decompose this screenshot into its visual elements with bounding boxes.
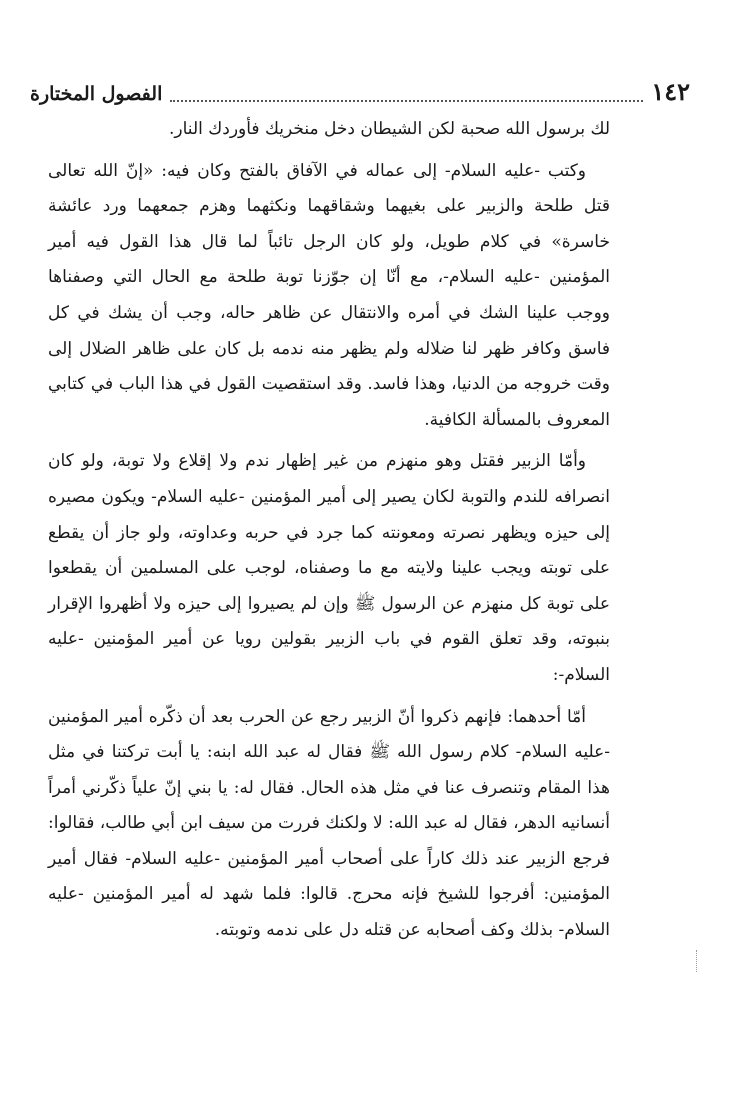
body-text [48, 112, 610, 955]
paragraph: وكتب -عليه السلام- إلى عماله في الآفاق بالفتح وكان فيه: «إنّ الله تعالى قتل طلحة والزبير على بغيهما وشقاقهما ونكثهما وهزم جمعهما ورد عائشة خاسرة» في كلام طويل، ولو كان الرجل تائباً لما قال هذا القول فيه أمير المؤمنين -عليه السلام-، مع أنّا إن جوّزنا توبة طلحة مع الحال التي وصفناها ووجب علينا الشك في أمره والانتقال عن ظاهر حاله، وجب أن يشك في كل فاسق وكافر ظهر لنا ضلاله ولم يظهر منه ندمه بل كان على ظاهر الضلال إلى وقت خروجه من الدنيا، وهذا فاسد. وقد استقصيت القول في هذا الباب في كتابي المعروف بالمسألة الكافية. [48, 160, 610, 430]
page-header [30, 72, 690, 108]
page-number: ١٤٢ [651, 77, 690, 106]
paragraph: وأمّا الزبير فقتل وهو منهزم من غير إظهار ندم ولا إقلاع ولا توبة، ولو كان انصرافه للندم والتوبة لكان يصير إلى أمير المؤمنين -عليه السلام- ويكون مصيره إلى حيزه ويظهر نصرته ومعونته كما جرد في حربه وعداوته، ولو جاز أن يقطع على توبته ويجب علينا ولايته مع ما وصفناه، لوجب على المسلمين أن يقطعوا على توبة كل منهزم عن الرسول ﷺ وإن لم يصيروا إلى حيزه ولا أظهروا الإقرار بنبوته، وقد تعلق القوم في باب الزبير بقولين رويا عن أمير المؤمنين -عليه السلام-: [48, 451, 610, 685]
header-leader-dots [170, 99, 643, 102]
paragraph: أمّا أحدهما: فإنهم ذكروا أنّ الزبير رجع عن الحرب بعد أن ذكّره أمير المؤمنين -عليه السلام- كلام رسول الله ﷺ فقال له عبد الله ابنه: يا أبت تركتنا في مثل هذا المقام وتنصرف عنا في مثل هذه الحال. فقال له: يا بني إنّ علياً ذكّرني أمراً أنسانيه الدهر، فقال له عبد الله: لا ولكنك فررت من سيف ابن أبي طالب، فقالوا: فرجع الزبير عند ذلك كاراً على أصحاب أمير المؤمنين -عليه السلام- فقال أمير المؤمنين: أفرجوا للشيخ فإنه محرج. قالوا: فلما شهد له أمير المؤمنين -عليه السلام- بذلك وكف أصحابه عن قتله دل على ندمه وتوبته. [48, 706, 610, 941]
page-edge-mark [696, 950, 699, 972]
paragraph: لك برسول الله صحبة لكن الشيطان دخل منخريك فأوردك النار. [169, 119, 610, 139]
running-title: الفصول المختارة [30, 83, 163, 105]
